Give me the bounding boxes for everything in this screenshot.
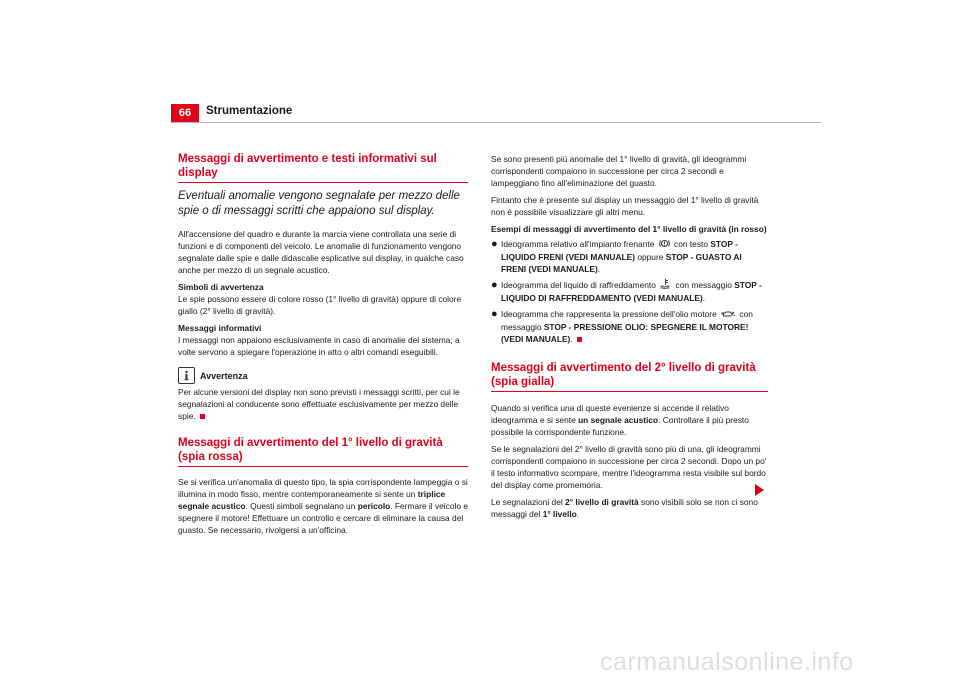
oil-pressure-icon [721,309,735,321]
next-page-arrow-icon [755,484,764,496]
bullet-dot: ● [491,238,498,250]
level2-paragraph-2: Se le segnalazioni del 2° livello di gravità sono più di una, gli ideogrammi corrispondenti compaiono in successione per circa 2 secondi. Dopo un po' il testo informativo scompare, mentre l'ideogramma resta visibile sul bordo del display come promemoria. [491,443,767,490]
section-title-level2: Messaggi di avvertimento del 2° livello di gravità (spia gialla) [491,361,768,392]
page-number: 66 [171,104,199,122]
list-item: ● Ideogramma relativo all'impianto frenante con testo STOP - LIQUIDO FRENI (VEDI MANUALE) oppure STOP - GUASTO AI FRENI (VEDI MANUALE). [491,238,742,274]
info-messages-heading: Messaggi informativi [178,323,262,333]
warning-symbols-heading: Simboli di avvertenza [178,282,264,292]
multiple-faults-paragraph: Se sono presenti più anomalie del 1° livello di gravità, gli ideogrammi corrispondenti compaiono in successione per circa 2 secondi e lampeggiano fino all'eliminazione del guasto. [491,154,747,188]
end-of-section-marker [200,414,205,419]
info-messages-text: I messaggi non appaiono esclusivamente in caso di anomalie del sistema; a volte servono a spiegare l'operazione in atto o altri comandi eseguibili. [178,335,460,357]
right-column [491,153,768,525]
watermark: carmanualsonline.info [600,648,854,676]
level2-paragraph-1: Quando si verifica una di queste evenienze si accende il relativo ideogramma e si sente un segnale acustico. Controllare il più presto possibile la corrispondente funzione. [491,402,749,437]
level1-paragraph: Se si verifica un'anomalia di questo tipo, la spia corrispondente lampeggia o si illumina in modo fisso, mentre contemporaneamente si sente un triplice segnale acustico. Questi simboli segnalano un pericolo. Fermare il veicolo e spegnere il motore! Effettuare un controllo e cercare di eliminare la causa del guasto. Se necessario, rivolgersi a un'officina. [178,477,469,535]
header-divider [171,122,821,123]
examples-heading: Esempi di messaggi di avvertimento del 1° livello di gravità (in rosso) [491,224,767,234]
bullet-dot: ● [491,308,498,321]
note-title: Avvertenza [200,370,248,381]
level2-paragraph-3: Le segnalazioni del 2° livello di gravità sono visibili solo se non ci sono messaggi del 1° livello. [491,496,758,519]
section-title-level1: Messaggi di avvertimento del 1° livello di gravità (spia rossa) [178,436,468,467]
note-text: Per alcune versioni del display non sono previsti i messaggi scritti, per cui le segnalazioni al conducente sono effettuate esclusivamente per mezzo delle spie. [178,387,460,421]
brake-warning-icon [659,239,670,251]
left-column [178,152,468,541]
section-subtitle: Eventuali anomalie vengono segnalate per mezzo delle spie o di messaggi scritti che appaiono sul display. [178,190,460,217]
chapter-title: Strumentazione [206,105,293,117]
coolant-warning-icon [660,279,671,292]
note-header [178,367,468,384]
menu-lock-paragraph: Fintanto che è presente sul display un messaggio del 1° livello di gravità non è possibile visualizzare gli altri menu. [491,195,759,217]
intro-paragraph: All'accensione del quadro e durante la marcia viene controllata una serie di funzioni e di componenti del veicolo. Le anomalie di funzionamento vengono segnalate dalle spie e dalle didascalie esplicative sul display, in qualche caso anche per mezzo di un segnale acustico. [178,229,464,275]
list-item: ● Ideogramma che rappresenta la pressione dell'olio motore con messaggio STOP - PRESSIONE OLIO: SPEGNERE IL MOTORE! (VEDI MANUALE). [491,308,753,344]
bullet-dot: ● [491,278,498,291]
section-title-display-messages: Messaggi di avvertimento e testi informativi sul display [178,152,468,183]
info-note-icon [178,367,195,384]
warning-symbols-text: Le spie possono essere di colore rosso (1° livello di gravità) oppure di colore giallo (2° livello di gravità). [178,294,462,316]
list-item: ● Ideogramma del liquido di raffreddamento con messaggio STOP - LIQUIDO DI RAFFREDDAMENTO (VEDI MANUALE). [491,278,762,304]
end-of-section-marker [577,337,582,342]
